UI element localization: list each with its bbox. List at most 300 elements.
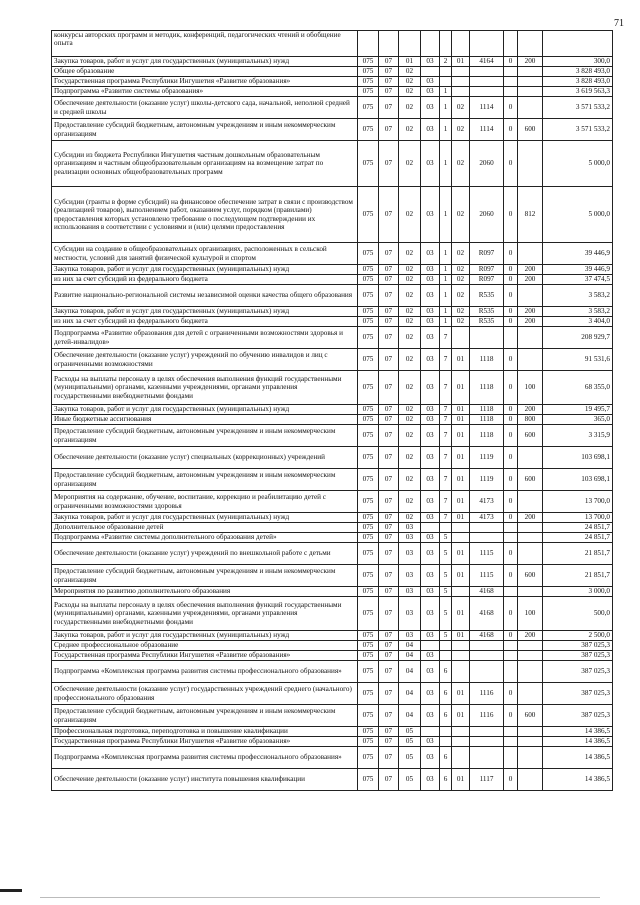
expense-type-code bbox=[518, 97, 543, 119]
scan-bottom-line bbox=[40, 897, 600, 898]
event-code: 01 bbox=[452, 683, 470, 705]
subprogram-code: 7 bbox=[440, 349, 452, 371]
ministry-code: 075 bbox=[358, 727, 379, 737]
program-code: 03 bbox=[421, 327, 440, 349]
table-row bbox=[52, 57, 613, 67]
section-code: 07 bbox=[379, 447, 399, 469]
event-code: 02 bbox=[452, 317, 470, 327]
event-code: 01 bbox=[452, 415, 470, 425]
subdirection-code bbox=[504, 31, 518, 57]
direction-code bbox=[470, 523, 504, 533]
subdirection-code bbox=[504, 641, 518, 651]
expense-type-code: 200 bbox=[518, 307, 543, 317]
subprogram-code: 7 bbox=[440, 425, 452, 447]
section-code: 07 bbox=[379, 651, 399, 661]
subdirection-code: 0 bbox=[504, 187, 518, 243]
row-name: Субсидии (гранты в форме субсидий) на финансовое обеспечение затрат в связи с производством (реализацией товаров), выполнением работ, оказанием услуг, порядком (правилами) предоставления которых установлено требование о последующем подтверждении их использования в соответствии с условиями и (или) целями предоставления bbox=[52, 187, 358, 243]
program-code: 03 bbox=[421, 415, 440, 425]
direction-code: 1115 bbox=[470, 543, 504, 565]
program-code bbox=[421, 67, 440, 77]
scan-edge-mark bbox=[0, 889, 22, 892]
subsection-code: 02 bbox=[399, 87, 421, 97]
event-code: 01 bbox=[452, 425, 470, 447]
expense-type-code: 200 bbox=[518, 317, 543, 327]
row-amount: 3 000,0 bbox=[543, 587, 613, 597]
ministry-code: 075 bbox=[358, 141, 379, 187]
section-code: 07 bbox=[379, 57, 399, 67]
row-amount: 208 929,7 bbox=[543, 327, 613, 349]
table-row bbox=[52, 97, 613, 119]
table-row bbox=[52, 491, 613, 513]
direction-code: 1114 bbox=[470, 119, 504, 141]
row-name: Обеспечение деятельности (оказание услуг) учреждений по обучению инвалидов и лиц с ограниченными возможностями bbox=[52, 349, 358, 371]
section-code: 07 bbox=[379, 275, 399, 285]
section-code: 07 bbox=[379, 307, 399, 317]
section-code: 07 bbox=[379, 119, 399, 141]
expense-type-code: 812 bbox=[518, 187, 543, 243]
row-name: Закупка товаров, работ и услуг для государственных (муниципальных) нужд bbox=[52, 265, 358, 275]
section-code: 07 bbox=[379, 97, 399, 119]
row-amount: 24 851,7 bbox=[543, 523, 613, 533]
subdirection-code bbox=[504, 747, 518, 769]
row-amount: 3 583,2 bbox=[543, 285, 613, 307]
event-code: 02 bbox=[452, 187, 470, 243]
section-code: 07 bbox=[379, 769, 399, 791]
table-row bbox=[52, 285, 613, 307]
ministry-code: 075 bbox=[358, 285, 379, 307]
subdirection-code: 0 bbox=[504, 317, 518, 327]
event-code bbox=[452, 661, 470, 683]
program-code: 03 bbox=[421, 265, 440, 275]
subprogram-code: 7 bbox=[440, 327, 452, 349]
expense-type-code bbox=[518, 641, 543, 651]
event-code bbox=[452, 31, 470, 57]
subprogram-code: 7 bbox=[440, 405, 452, 415]
event-code bbox=[452, 737, 470, 747]
section-code: 07 bbox=[379, 705, 399, 727]
row-amount: 39 446,9 bbox=[543, 243, 613, 265]
table-row bbox=[52, 119, 613, 141]
expense-type-code: 200 bbox=[518, 57, 543, 67]
subsection-code: 05 bbox=[399, 737, 421, 747]
direction-code: R097 bbox=[470, 243, 504, 265]
row-amount: 387 025,3 bbox=[543, 651, 613, 661]
event-code bbox=[452, 651, 470, 661]
direction-code: 1119 bbox=[470, 469, 504, 491]
ministry-code: 075 bbox=[358, 769, 379, 791]
table-row bbox=[52, 87, 613, 97]
direction-code: 4168 bbox=[470, 597, 504, 631]
direction-code: 1119 bbox=[470, 447, 504, 469]
ministry-code: 075 bbox=[358, 705, 379, 727]
program-code: 03 bbox=[421, 651, 440, 661]
row-amount: 13 700,0 bbox=[543, 491, 613, 513]
table-row bbox=[52, 533, 613, 543]
subprogram-code bbox=[440, 651, 452, 661]
row-amount: 387 025,3 bbox=[543, 705, 613, 727]
event-code bbox=[452, 747, 470, 769]
ministry-code: 075 bbox=[358, 523, 379, 533]
table-row bbox=[52, 587, 613, 597]
expense-type-code bbox=[518, 31, 543, 57]
section-code: 07 bbox=[379, 327, 399, 349]
subprogram-code bbox=[440, 77, 452, 87]
event-code: 01 bbox=[452, 491, 470, 513]
section-code: 07 bbox=[379, 77, 399, 87]
program-code: 03 bbox=[421, 705, 440, 727]
event-code bbox=[452, 727, 470, 737]
expense-type-code: 200 bbox=[518, 265, 543, 275]
event-code: 01 bbox=[452, 371, 470, 405]
row-name: Предоставление субсидий бюджетным, автономным учреждениям и иным некоммерческим организациям bbox=[52, 705, 358, 727]
direction-code: 4168 bbox=[470, 631, 504, 641]
section-code: 07 bbox=[379, 683, 399, 705]
expense-type-code bbox=[518, 491, 543, 513]
subdirection-code: 0 bbox=[504, 243, 518, 265]
program-code bbox=[421, 641, 440, 651]
table-row bbox=[52, 275, 613, 285]
table-row bbox=[52, 597, 613, 631]
direction-code: 4168 bbox=[470, 587, 504, 597]
section-code: 07 bbox=[379, 565, 399, 587]
table-row bbox=[52, 705, 613, 727]
subdirection-code: 0 bbox=[504, 141, 518, 187]
subprogram-code bbox=[440, 523, 452, 533]
section-code: 07 bbox=[379, 641, 399, 651]
subdirection-code: 0 bbox=[504, 469, 518, 491]
subdirection-code: 0 bbox=[504, 491, 518, 513]
section-code: 07 bbox=[379, 491, 399, 513]
ministry-code: 075 bbox=[358, 737, 379, 747]
table-row bbox=[52, 543, 613, 565]
subsection-code: 02 bbox=[399, 349, 421, 371]
row-name: Иные бюджетные ассигнования bbox=[52, 415, 358, 425]
subprogram-code: 1 bbox=[440, 265, 452, 275]
subprogram-code: 7 bbox=[440, 447, 452, 469]
event-code bbox=[452, 327, 470, 349]
expense-type-code: 800 bbox=[518, 415, 543, 425]
subsection-code: 05 bbox=[399, 769, 421, 791]
program-code: 03 bbox=[421, 565, 440, 587]
direction-code: R535 bbox=[470, 307, 504, 317]
expense-type-code bbox=[518, 243, 543, 265]
event-code: 02 bbox=[452, 265, 470, 275]
expense-type-code: 200 bbox=[518, 513, 543, 523]
expense-type-code bbox=[518, 651, 543, 661]
ministry-code: 075 bbox=[358, 513, 379, 523]
ministry-code: 075 bbox=[358, 119, 379, 141]
row-name: Подпрограмма «Развитие системы образования» bbox=[52, 87, 358, 97]
ministry-code: 075 bbox=[358, 651, 379, 661]
ministry-code: 075 bbox=[358, 371, 379, 405]
table-row bbox=[52, 187, 613, 243]
direction-code: R097 bbox=[470, 275, 504, 285]
subdirection-code: 0 bbox=[504, 683, 518, 705]
section-code: 07 bbox=[379, 523, 399, 533]
direction-code: 4173 bbox=[470, 513, 504, 523]
expense-type-code bbox=[518, 141, 543, 187]
direction-code bbox=[470, 661, 504, 683]
table-row bbox=[52, 265, 613, 275]
subsection-code: 04 bbox=[399, 651, 421, 661]
table-row bbox=[52, 651, 613, 661]
expense-type-code: 100 bbox=[518, 597, 543, 631]
table-row bbox=[52, 425, 613, 447]
event-code: 01 bbox=[452, 447, 470, 469]
subprogram-code bbox=[440, 737, 452, 747]
row-name: Развитие национально-региональной системы независимой оценки качества общего образования bbox=[52, 285, 358, 307]
table-row bbox=[52, 661, 613, 683]
subprogram-code: 7 bbox=[440, 513, 452, 523]
subsection-code: 03 bbox=[399, 523, 421, 533]
table-row bbox=[52, 405, 613, 415]
event-code bbox=[452, 87, 470, 97]
ministry-code: 075 bbox=[358, 661, 379, 683]
row-name: Подпрограмма «Развитие системы дополнительного образования детей» bbox=[52, 533, 358, 543]
row-amount: 3 404,0 bbox=[543, 317, 613, 327]
subprogram-code: 7 bbox=[440, 491, 452, 513]
row-name: Подпрограмма «Комплексная программа развития системы профессионального образования» bbox=[52, 661, 358, 683]
subsection-code: 02 bbox=[399, 405, 421, 415]
program-code: 03 bbox=[421, 119, 440, 141]
expense-type-code bbox=[518, 747, 543, 769]
subdirection-code: 0 bbox=[504, 275, 518, 285]
subsection-code: 03 bbox=[399, 597, 421, 631]
table-row bbox=[52, 737, 613, 747]
ministry-code: 075 bbox=[358, 597, 379, 631]
row-amount: 39 446,9 bbox=[543, 265, 613, 275]
subprogram-code: 6 bbox=[440, 705, 452, 727]
section-code: 07 bbox=[379, 187, 399, 243]
direction-code: 1118 bbox=[470, 405, 504, 415]
program-code: 03 bbox=[421, 769, 440, 791]
ministry-code: 075 bbox=[358, 77, 379, 87]
section-code: 07 bbox=[379, 265, 399, 275]
section-code: 07 bbox=[379, 533, 399, 543]
subsection-code: 02 bbox=[399, 317, 421, 327]
subsection-code: 05 bbox=[399, 747, 421, 769]
subsection-code: 02 bbox=[399, 469, 421, 491]
row-name: Подпрограмма «Комплексная программа развития системы профессионального образования» bbox=[52, 747, 358, 769]
row-name: Закупка товаров, работ и услуг для государственных (муниципальных) нужд bbox=[52, 57, 358, 67]
event-code: 01 bbox=[452, 469, 470, 491]
expense-type-code: 200 bbox=[518, 405, 543, 415]
ministry-code: 075 bbox=[358, 425, 379, 447]
program-code: 03 bbox=[421, 533, 440, 543]
subsection-code: 02 bbox=[399, 77, 421, 87]
row-name: из них за счет субсидий из федерального бюджета bbox=[52, 275, 358, 285]
ministry-code: 075 bbox=[358, 307, 379, 317]
row-name: Государственная программа Республики Ингушетия «Развитие образования» bbox=[52, 737, 358, 747]
section-code bbox=[379, 31, 399, 57]
table-row bbox=[52, 371, 613, 405]
table-row bbox=[52, 67, 613, 77]
expense-type-code bbox=[518, 447, 543, 469]
table-row bbox=[52, 641, 613, 651]
row-name: Обеспечение деятельности (оказание услуг) института повышения квалификации bbox=[52, 769, 358, 791]
ministry-code: 075 bbox=[358, 565, 379, 587]
table-row bbox=[52, 513, 613, 523]
subprogram-code: 5 bbox=[440, 597, 452, 631]
program-code: 03 bbox=[421, 187, 440, 243]
ministry-code: 075 bbox=[358, 747, 379, 769]
subdirection-code: 0 bbox=[504, 405, 518, 415]
expense-type-code bbox=[518, 285, 543, 307]
program-code: 03 bbox=[421, 275, 440, 285]
event-code: 02 bbox=[452, 243, 470, 265]
subsection-code: 03 bbox=[399, 565, 421, 587]
subprogram-code: 1 bbox=[440, 97, 452, 119]
row-amount: 2 500,0 bbox=[543, 631, 613, 641]
subprogram-code: 1 bbox=[440, 285, 452, 307]
direction-code bbox=[470, 77, 504, 87]
expense-type-code: 200 bbox=[518, 631, 543, 641]
subdirection-code: 0 bbox=[504, 119, 518, 141]
subprogram-code: 6 bbox=[440, 747, 452, 769]
subprogram-code: 1 bbox=[440, 275, 452, 285]
table-row bbox=[52, 683, 613, 705]
row-amount bbox=[543, 31, 613, 57]
direction-code: R097 bbox=[470, 265, 504, 275]
section-code: 07 bbox=[379, 513, 399, 523]
program-code bbox=[421, 523, 440, 533]
ministry-code: 075 bbox=[358, 447, 379, 469]
ministry-code: 075 bbox=[358, 349, 379, 371]
event-code: 01 bbox=[452, 513, 470, 523]
subsection-code: 02 bbox=[399, 187, 421, 243]
row-amount: 387 025,3 bbox=[543, 641, 613, 651]
section-code: 07 bbox=[379, 661, 399, 683]
row-name: Субсидии из бюджета Республики Ингушетия частным дошкольным образовательным организациям и частным общеобразовательным организациям на возмещение затрат по реализации основных общеобразовательных программ bbox=[52, 141, 358, 187]
table-row bbox=[52, 565, 613, 587]
event-code: 02 bbox=[452, 307, 470, 317]
subdirection-code bbox=[504, 727, 518, 737]
direction-code: 1117 bbox=[470, 769, 504, 791]
table-row bbox=[52, 141, 613, 187]
row-name: Закупка товаров, работ и услуг для государственных (муниципальных) нужд bbox=[52, 405, 358, 415]
row-name: Государственная программа Республики Ингушетия «Развитие образования» bbox=[52, 77, 358, 87]
ministry-code: 075 bbox=[358, 641, 379, 651]
section-code: 07 bbox=[379, 285, 399, 307]
program-code: 03 bbox=[421, 491, 440, 513]
subsection-code: 02 bbox=[399, 243, 421, 265]
row-name: Предоставление субсидий бюджетным, автономным учреждениям и иным некоммерческим организациям bbox=[52, 119, 358, 141]
subdirection-code bbox=[504, 533, 518, 543]
row-amount: 14 386,5 bbox=[543, 737, 613, 747]
subprogram-code: 6 bbox=[440, 683, 452, 705]
program-code: 03 bbox=[421, 543, 440, 565]
subprogram-code: 1 bbox=[440, 87, 452, 97]
section-code: 07 bbox=[379, 415, 399, 425]
subprogram-code: 1 bbox=[440, 317, 452, 327]
table-row bbox=[52, 769, 613, 791]
expense-type-code bbox=[518, 523, 543, 533]
row-amount: 13 700,0 bbox=[543, 513, 613, 523]
section-code: 07 bbox=[379, 141, 399, 187]
direction-code: R535 bbox=[470, 317, 504, 327]
table-row bbox=[52, 349, 613, 371]
section-code: 07 bbox=[379, 727, 399, 737]
event-code bbox=[452, 67, 470, 77]
event-code bbox=[452, 523, 470, 533]
direction-code bbox=[470, 727, 504, 737]
expense-type-code bbox=[518, 587, 543, 597]
expense-type-code: 600 bbox=[518, 705, 543, 727]
expense-type-code bbox=[518, 737, 543, 747]
row-amount: 3 315,9 bbox=[543, 425, 613, 447]
event-code: 02 bbox=[452, 97, 470, 119]
subdirection-code bbox=[504, 67, 518, 77]
section-code: 07 bbox=[379, 469, 399, 491]
subsection-code: 04 bbox=[399, 641, 421, 651]
direction-code: R535 bbox=[470, 285, 504, 307]
direction-code: 1118 bbox=[470, 349, 504, 371]
program-code: 03 bbox=[421, 285, 440, 307]
direction-code: 1118 bbox=[470, 415, 504, 425]
direction-code bbox=[470, 533, 504, 543]
expense-type-code bbox=[518, 769, 543, 791]
program-code: 03 bbox=[421, 631, 440, 641]
row-amount: 37 474,5 bbox=[543, 275, 613, 285]
ministry-code: 075 bbox=[358, 587, 379, 597]
event-code: 02 bbox=[452, 141, 470, 187]
table-row bbox=[52, 317, 613, 327]
subprogram-code: 7 bbox=[440, 371, 452, 405]
section-code: 07 bbox=[379, 67, 399, 77]
program-code: 03 bbox=[421, 597, 440, 631]
subsection-code: 03 bbox=[399, 631, 421, 641]
row-amount: 3 619 563,3 bbox=[543, 87, 613, 97]
subprogram-code: 5 bbox=[440, 565, 452, 587]
subdirection-code: 0 bbox=[504, 597, 518, 631]
program-code: 03 bbox=[421, 243, 440, 265]
subdirection-code: 0 bbox=[504, 769, 518, 791]
subdirection-code: 0 bbox=[504, 415, 518, 425]
row-name: Расходы на выплаты персоналу в целях обеспечения выполнения функций государственными (муниципальными) органами, казенными учреждениями, органами управления государственными внебюджетными фондами bbox=[52, 597, 358, 631]
expense-type-code bbox=[518, 533, 543, 543]
subsection-code: 01 bbox=[399, 57, 421, 67]
subsection-code: 02 bbox=[399, 97, 421, 119]
event-code: 01 bbox=[452, 597, 470, 631]
row-name: Обеспечение деятельности (оказание услуг) учреждений по внешкольной работе с детьми bbox=[52, 543, 358, 565]
subsection-code: 02 bbox=[399, 307, 421, 317]
row-amount: 3 571 533,2 bbox=[543, 97, 613, 119]
program-code: 03 bbox=[421, 587, 440, 597]
subsection-code: 02 bbox=[399, 415, 421, 425]
table-row bbox=[52, 307, 613, 317]
subsection-code: 02 bbox=[399, 491, 421, 513]
section-code: 07 bbox=[379, 425, 399, 447]
table-row bbox=[52, 327, 613, 349]
row-name: Закупка товаров, работ и услуг для государственных (муниципальных) нужд bbox=[52, 631, 358, 641]
subdirection-code: 0 bbox=[504, 349, 518, 371]
program-code: 03 bbox=[421, 57, 440, 67]
ministry-code: 075 bbox=[358, 415, 379, 425]
ministry-code: 075 bbox=[358, 543, 379, 565]
row-amount: 387 025,3 bbox=[543, 661, 613, 683]
subprogram-code: 1 bbox=[440, 307, 452, 317]
row-name: Среднее профессиональное образование bbox=[52, 641, 358, 651]
row-amount: 14 386,5 bbox=[543, 747, 613, 769]
subdirection-code bbox=[504, 523, 518, 533]
row-amount: 365,0 bbox=[543, 415, 613, 425]
expense-type-code: 600 bbox=[518, 119, 543, 141]
subprogram-code bbox=[440, 641, 452, 651]
program-code: 03 bbox=[421, 683, 440, 705]
event-code bbox=[452, 533, 470, 543]
subprogram-code: 5 bbox=[440, 543, 452, 565]
row-amount: 300,0 bbox=[543, 57, 613, 67]
